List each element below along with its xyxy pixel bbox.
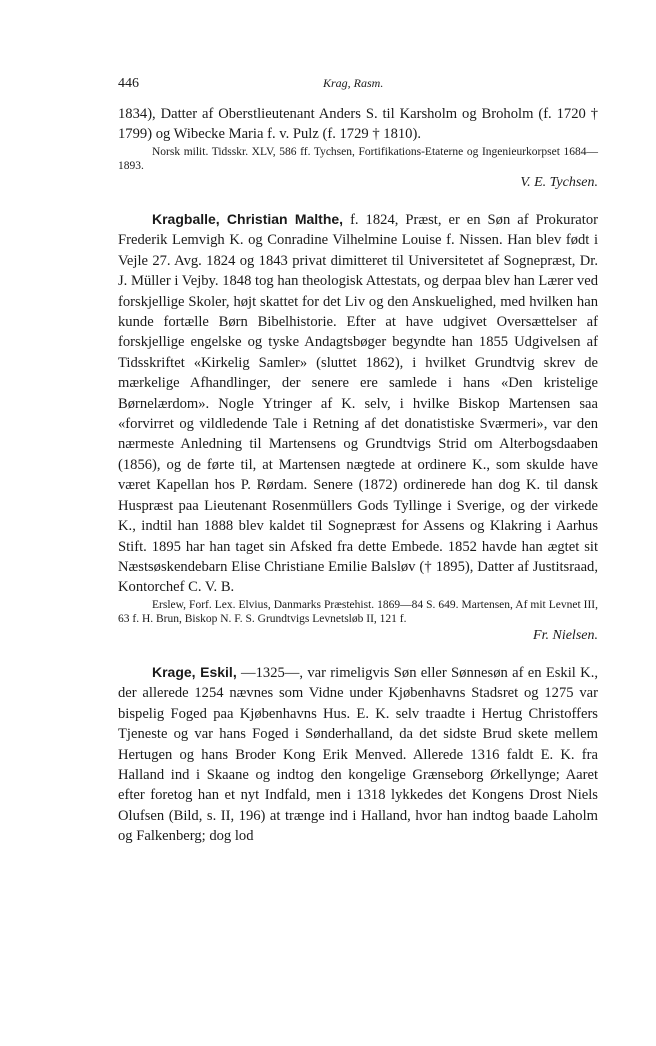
page-number: 446 <box>118 76 139 91</box>
entry-paragraph <box>118 662 598 847</box>
continuation-entry <box>118 104 598 192</box>
entry-headword: Krage, Eskil, <box>152 663 237 680</box>
entry-body: f. 1824, Præst, er en Søn af Prokurator Frederik Lemvigh K. og Conradine Vilhelmine Louise f. Nissen. Han blev født i Vejle 27. Avg. 1824 og 1843 privat dimitteret til Universitetet af Sognepræst, Dr. J. Müller i Vejby. 1848 tog han theologisk Attestats, og derpaa blev han Lærer ved forskjellige Skoler, højt skattet for det Liv og den Anskuelighed, med hvilken han kunde fortælle Børn Bibelhistorie. Efter at have udgivet Oversættelser af forskjellige engelske og tyske Andagtsbøger begyndte han 1855 Udgivelsen af Tidsskriftet «Kirkelig Samler» (sluttet 1862), i hvilket Grundtvig skrev de mærkelige Afhandlinger, der senere ere samlede i hans «Den kristelige Børnelærdom». Nogle Ytringer af K. selv, i hvilke Biskop Martensen saa «forvirret og vildledende Tale i Retning af det donatistiske Sværmeri», var den nærmeste Anledning til Martensens og Grundtvigs Strid om Alterbogsdaaben (1856), og de førte til, at Martensen nægtede at ordinere K., som skulde have været Kapellan hos P. Rørdam. Senere (1872) ordinerede han dog K. til dansk Huspræst paa Lieutenant Rosenmüllers Gods Tyllinge i Sverige, og der virkede K., indtil han 1888 blev kaldet til Sognepræst for Assens og Klakring i Aarhus Stift. 1895 har han taget sin Afsked fra dette Embede. 1852 havde han ægtet sit Næstsøskendebarn Elise Christiane Emilie Balsløv († 1895), Datter af Justitsraad, Kontorchef C. V. B. <box>118 212 598 596</box>
entry-headword: Kragballe, Christian Malthe, <box>152 211 344 227</box>
continuation-body: 1834), Datter af Oberstlieutenant Anders S. til Karsholm og Broholm (f. 1720 † 1799) og Wibecke Maria f. v. Pulz (f. 1729 † 1810). <box>118 106 598 143</box>
entry-body: —1325—, var rimeligvis Søn eller Sønnesøn af en Eskil K., der allerede 1254 nævnes som Vidne under Kjøbenhavns Stadsret og 1275 var bispelig Foged paa Kjøbenhavns Hus. E. K. selv traadte i Hertug Christoffers Tjeneste og var hans Foged i Sønderhalland, da det sidste Brud skete mellem Hertugen og hans Broder Kong Erik Menved. Allerede 1316 faldt E. K. fra Halland ind i Skaane og indtog den kongelige Grænseborg Ørkellynge; Aaret efter foretog han et nyt Indfald, men i 1318 lykkedes det Kongens Drost Niels Olufsen (Bild, s. II, 196) at trænge ind i Halland, hvor han indtog baade Laholm og Falkenberg; dog lod <box>118 664 598 845</box>
entry-krage <box>118 662 598 847</box>
continuation-references: Norsk milit. Tidsskr. XLV, 586 ff. Tychsen, Fortifikations-Etaterne og Ingenieurkorpset 1684—1893. <box>118 145 598 173</box>
entry-signature: Fr. Nielsen. <box>533 627 598 643</box>
text-column <box>118 104 598 847</box>
entry-kragballe <box>118 209 598 645</box>
entry-references: Erslew, Forf. Lex. Elvius, Danmarks Præstehist. 1869—84 S. 649. Martensen, Af mit Levnet III, 63 f. H. Brun, Biskop N. F. S. Grundtvigs Levnetsløb II, 121 f. <box>118 598 598 626</box>
running-header <box>118 76 598 94</box>
continuation-signature: V. E. Tychsen. <box>520 175 598 190</box>
running-title: Krag, Rasm. <box>323 76 384 90</box>
entry-paragraph <box>118 209 598 598</box>
